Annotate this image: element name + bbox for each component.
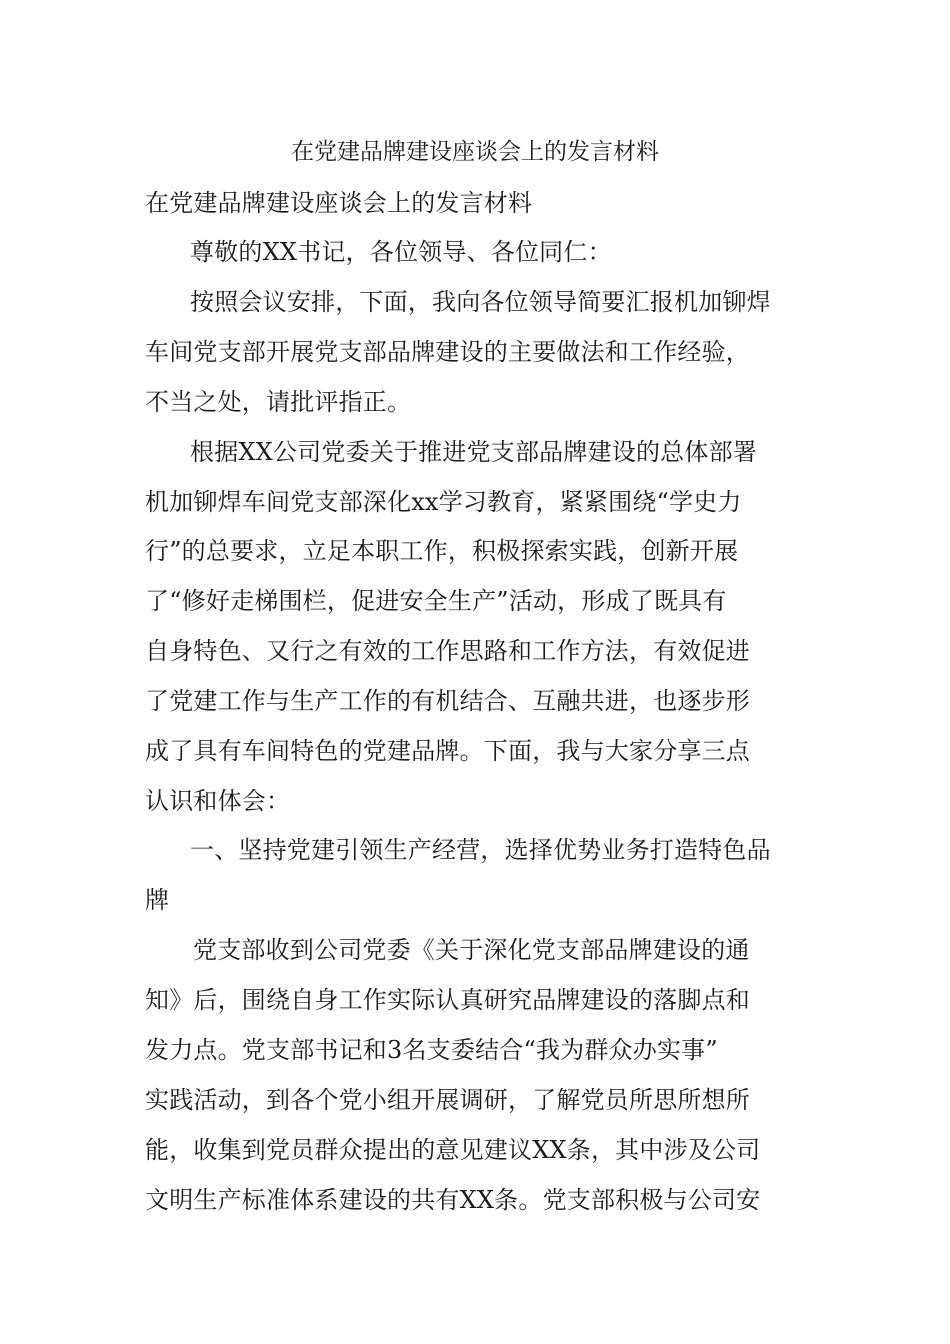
body-line: 按照会议安排，下面，我向各位领导简要汇报机加铆焊 (190, 288, 771, 316)
body-line: 不当之处，请批评指正。 (145, 388, 412, 416)
section-heading-line: 一、坚持党建引领生产经营，选择优势业务打造特色品 (190, 836, 771, 864)
section-heading-line: 牌 (145, 886, 170, 914)
document-title: 在党建品牌建设座谈会上的发言材料 (291, 139, 659, 165)
body-line: 实践活动，到各个党小组开展调研，了解党员所思所想所 (145, 1086, 750, 1114)
salutation-line: 尊敬的XX书记，各位领导、各位同仁： (190, 238, 612, 266)
body-line: 根据XX公司党委关于推进党支部品牌建设的总体部署 (190, 438, 757, 466)
body-line: 知》后，围绕自身工作实际认真研究品牌建设的落脚点和 (145, 986, 750, 1014)
body-line: 发力点。党支部书记和3名支委结合“我为群众办实事” (145, 1036, 718, 1064)
body-line: 机加铆焊车间党支部深化xx学习教育，紧紧围绕“学史力 (145, 488, 742, 516)
body-line: 了“修好走梯围栏，促进安全生产”活动，形成了既具有 (145, 587, 727, 615)
body-line: 车间党支部开展党支部品牌建设的主要做法和工作经验， (145, 338, 750, 366)
body-line: 党支部收到公司党委《关于深化党支部品牌建设的通 (193, 936, 750, 964)
body-line: 自身特色、又行之有效的工作思路和工作方法，有效促进 (145, 637, 750, 665)
body-line: 能，收集到党员群众提出的意见建议XX条，其中涉及公司 (145, 1136, 761, 1164)
body-line: 行”的总要求，立足本职工作，积极探索实践，创新开展 (145, 537, 739, 565)
subtitle-line: 在党建品牌建设座谈会上的发言材料 (145, 189, 533, 217)
body-line: 了党建工作与生产工作的有机结合、互融共进，也逐步形 (145, 687, 750, 715)
body-line: 成了具有车间特色的党建品牌。下面，我与大家分享三点 (145, 737, 750, 765)
body-line: 文明生产标准体系建设的共有XX条。党支部积极与公司安 (145, 1186, 761, 1214)
body-line: 认识和体会： (145, 787, 291, 815)
